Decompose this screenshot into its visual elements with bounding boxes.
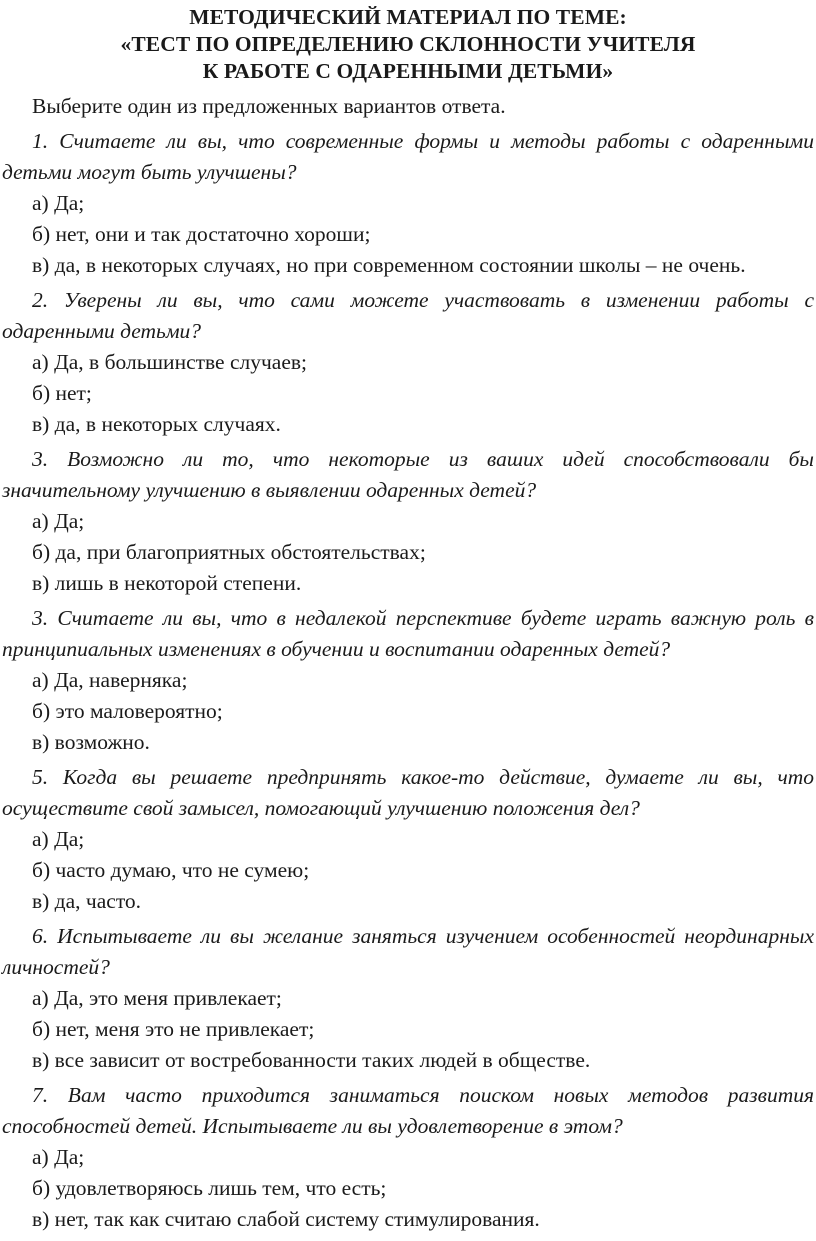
answer-option-a: а) Да, наверняка; [32, 668, 188, 692]
question-block-7 [2, 1080, 814, 1235]
answer-option-a: а) Да; [32, 1145, 85, 1169]
answer-option-c: в) возможно. [32, 730, 150, 754]
answer-option-a: а) Да, в большинстве случаев; [32, 350, 307, 374]
page-title [2, 4, 814, 85]
answer-option-b: б) часто думаю, что не сумею; [32, 858, 310, 882]
answer-option-a: а) Да; [32, 191, 85, 215]
question-text: 1. Считаете ли вы, что современные формы и методы работы с одаренными детьми могут быть улучшены? [2, 129, 814, 184]
question-text: 3. Возможно ли то, что некоторые из ваших идей способствовали бы значительному улучшению в выявлении одаренных детей? [2, 447, 814, 502]
answer-option-c: в) все зависит от востребованности таких людей в обществе. [32, 1048, 591, 1072]
question-block-2 [2, 285, 814, 440]
answer-option-c: в) да, часто. [32, 889, 142, 913]
answer-option-a: а) Да, это меня привлекает; [32, 986, 282, 1010]
question-text: 3. Считаете ли вы, что в недалекой перспективе будете играть важную роль в принципиальных изменениях в обучении и воспитании одаренных детей? [2, 606, 814, 661]
answer-option-c: в) нет, так как считаю слабой систему стимулирования. [32, 1207, 540, 1231]
title-line-2: «ТЕСТ ПО ОПРЕДЕЛЕНИЮ СКЛОННОСТИ УЧИТЕЛЯ [120, 32, 696, 56]
answer-option-b: б) удовлетворяюсь лишь тем, что есть; [32, 1176, 387, 1200]
question-block-1 [2, 126, 814, 281]
question-block-4 [2, 603, 814, 758]
answer-option-b: б) да, при благоприятных обстоятельствах; [32, 540, 426, 564]
question-text: 6. Испытываете ли вы желание заняться изучением особенностей неординарных личностей? [2, 924, 814, 979]
answer-option-c: в) да, в некоторых случаях, но при современном состоянии школы – не очень. [32, 253, 746, 277]
question-text: 7. Вам часто приходится заниматься поиском новых методов развития способностей детей. Испытываете ли вы удовлетворение в этом? [2, 1083, 814, 1138]
answer-option-b: б) это маловероятно; [32, 699, 223, 723]
question-text: 2. Уверены ли вы, что сами можете участвовать в изменении работы с одаренными детьми? [2, 288, 814, 343]
question-text: 5. Когда вы решаете предпринять какое-то действие, думаете ли вы, что осуществите свой замысел, помогающий улучшению положения дел? [2, 765, 814, 820]
title-line-1: МЕТОДИЧЕСКИЙ МАТЕРИАЛ ПО ТЕМЕ: [189, 5, 627, 29]
question-block-3 [2, 444, 814, 599]
title-line-3: К РАБОТЕ С ОДАРЕННЫМИ ДЕТЬМИ» [202, 59, 614, 83]
question-block-5 [2, 762, 814, 917]
answer-option-c: в) лишь в некоторой степени. [32, 571, 302, 595]
answer-option-a: а) Да; [32, 827, 85, 851]
answer-option-a: а) Да; [32, 509, 85, 533]
answer-option-b: б) нет; [32, 381, 92, 405]
question-block-6 [2, 921, 814, 1076]
instructions: Выберите один из предложенных вариантов ответа. [32, 94, 506, 118]
answer-option-c: в) да, в некоторых случаях. [32, 412, 281, 436]
answer-option-b: б) нет, они и так достаточно хороши; [32, 222, 371, 246]
answer-option-b: б) нет, меня это не привлекает; [32, 1017, 315, 1041]
